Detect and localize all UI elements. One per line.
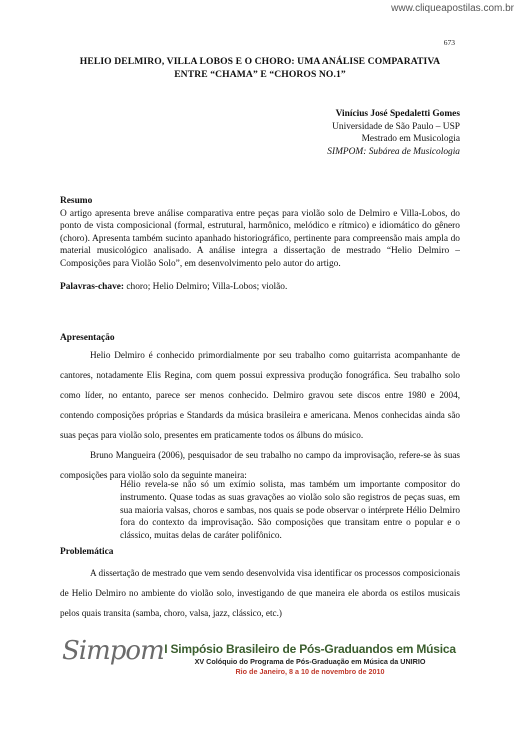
keywords-text: choro; Helio Delmiro; Villa-Lobos; violão. <box>124 282 288 292</box>
author-program: Mestrado em Musicologia <box>361 134 460 144</box>
author-block <box>327 108 460 158</box>
problematica-heading: Problemática <box>60 547 114 557</box>
simpom-logo: Simpom <box>62 636 164 666</box>
footer-event-subtitle: XV Colóquio do Programa de Pós-Graduação em Música da UNIRIO <box>194 657 426 666</box>
footer-event-info <box>160 642 460 676</box>
keywords-label: Palavras-chave: <box>60 282 125 292</box>
block-quote: Hélio revela-se não só um exímio solista, mas também um importante compositor do instrumento. Quase todas as suas gravações ao violão solo são registros de peças suas, em sua maioria valsas, choros e sambas, nos quais se pode observar o intérprete Hélio Delmiro fora do contexto da improvisação. São composições que transitam entre o popular e o clássico, muitas delas de caráter polifônico. <box>120 480 460 542</box>
title-line-2: ENTRE “CHAMA” E “CHOROS NO.1” <box>174 69 346 80</box>
resumo-heading: Resumo <box>60 196 93 206</box>
author-institution: Universidade de São Paulo – USP <box>332 121 460 132</box>
page-number: 673 <box>443 38 455 47</box>
apresentacao-p2-text: Bruno Mangueira (2006), pesquisador de seu trabalho no campo da improvisação, refere-se às suas composições para violão solo da seguinte maneira: <box>60 450 460 480</box>
problematica-p1-text: A dissertação de mestrado que vem sendo desenvolvida visa identificar os processos composicionais de Helio Delmiro no ambiente do violão solo, investigando de que maneira ele aborda os estilos musicais pelos quais transita (samba, choro, valsa, jazz, clássico, etc.) <box>60 568 460 618</box>
watermark-url: www.cliqueapostilas.com.br <box>391 3 514 14</box>
apresentacao-heading: Apresentação <box>60 333 115 343</box>
author-name: Vinícius José Spedaletti Gomes <box>335 109 460 119</box>
apresentacao-paragraph-1 <box>60 345 460 445</box>
problematica-paragraph-1 <box>60 563 460 623</box>
keywords <box>60 281 460 293</box>
apresentacao-p1-text: Helio Delmiro é conhecido primordialmente por seu trabalho como guitarrista acompanhante de cantores, notadamente Elis Regina, com quem possui expressiva produção fonográfica. Seu trabalho solo como líder, no entanto, parece ser menos conhecido. Delmiro gravou sete discos entre 1980 e 2004, contendo composições próprias e Standards da música brasileira e americana. Menos conhecidas ainda são suas peças para violão solo, presentes em praticamente todos os álbuns do músico. <box>60 350 460 440</box>
footer-event-date: Rio de Janeiro, 8 a 10 de novembro de 2010 <box>235 667 385 676</box>
paper-title <box>60 55 460 81</box>
footer-event-title: I Simpósio Brasileiro de Pós-Graduandos em Música <box>164 642 456 656</box>
resumo-text: O artigo apresenta breve análise comparativa entre peças para violão solo de Delmiro e Villa-Lobos, do ponto de vista composicional (formal, estrutural, harmônico, melódico e rítmico) e idiomático do gênero (choro). Apresenta também sucinto apanhado historiográfico, pertinente para compreensão mais ampla do material musicológico analisado. A análise integra a dissertação de mestrado “Helio Delmiro – Composições para Violão Solo”, em desenvolvimento pelo autor do artigo. <box>60 209 460 269</box>
title-line-1: HELIO DELMIRO, VILLA LOBOS E O CHORO: UMA ANÁLISE COMPARATIVA <box>79 56 441 67</box>
author-area: SIMPOM: Subárea de Musicologia <box>327 146 460 157</box>
